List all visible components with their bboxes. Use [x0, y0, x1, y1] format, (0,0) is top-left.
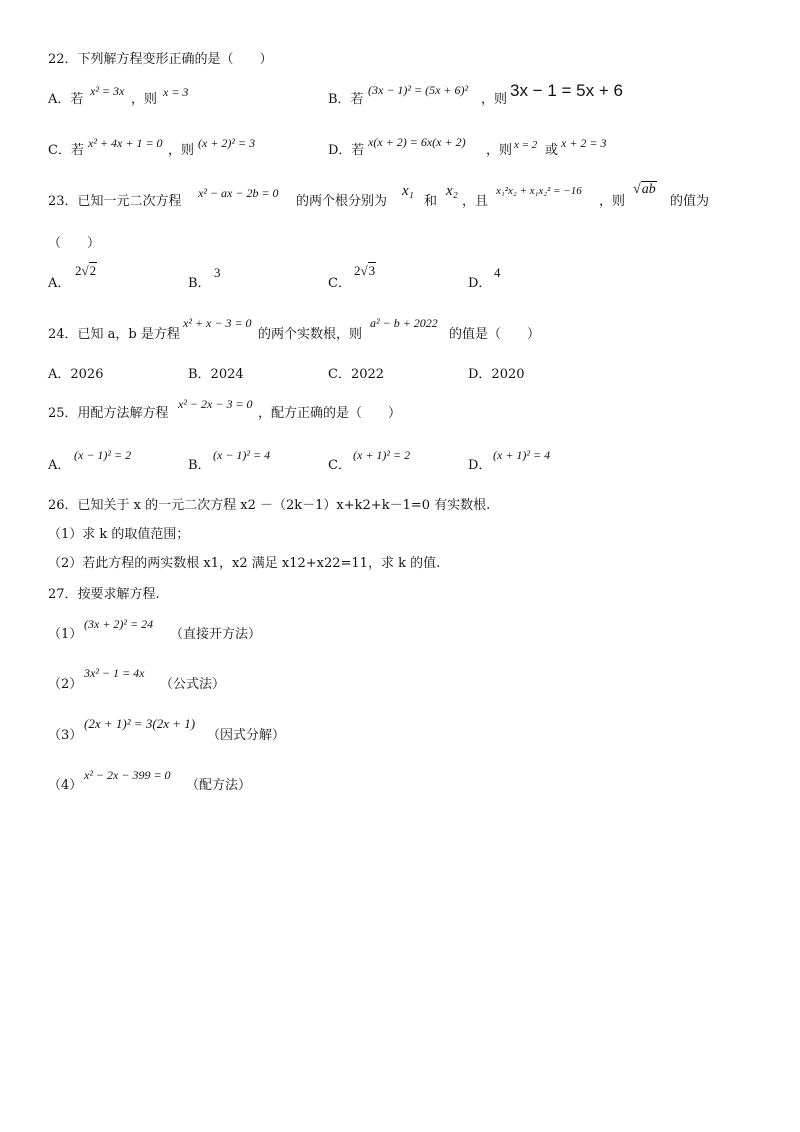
q27-part-3-label: （3） — [48, 728, 83, 743]
q22-option-c-result: (x + 2)² = 3 — [198, 136, 256, 150]
q27-part-2-method: （公式法） — [160, 677, 226, 692]
q26-stem: 26．已知关于 x 的一元二次方程 x2 －（2k－1）x+k2+k－1=0 有实数根. — [48, 498, 491, 513]
q25-option-c-label: C． — [328, 458, 351, 473]
q25-option-b-label: B． — [188, 458, 211, 473]
q27-part-4-label: （4） — [48, 778, 83, 793]
q23-root-x2: x₂ — [446, 183, 458, 199]
q22-option-a-label: A．若 — [48, 92, 84, 107]
q25-equation: x² − 2x − 3 = 0 — [178, 397, 253, 411]
q22-option-b-result: 3x − 1 = 5x + 6 — [510, 81, 623, 100]
q24-equation: x² + x − 3 = 0 — [183, 316, 252, 330]
q23-stem-5: 的值为 — [670, 194, 710, 209]
q27-part-4-equation: x² − 2x − 399 = 0 — [84, 768, 171, 782]
q27-part-1-equation: (3x + 2)² = 24 — [84, 617, 154, 631]
q23-sqrt-ab: √ab — [633, 182, 656, 197]
q22-option-d-result-1: x = 2 — [514, 139, 538, 151]
q23-stem-2: 的两个根分别为 — [296, 194, 388, 209]
q23-stem-4: ，则 — [599, 194, 626, 209]
q26-part-1: （1）求 k 的取值范围； — [48, 527, 190, 542]
q22-option-d-label: D．若 — [328, 143, 365, 158]
q23-condition: x₁²x₂ + x₁x₂² = −16 — [496, 185, 582, 197]
q25-option-a-label: A． — [48, 458, 71, 473]
q27-part-2-equation: 3x² − 1 = 4x — [84, 666, 145, 680]
q22-option-a-equation: x² = 3x — [90, 84, 125, 98]
q25-option-d-equation: (x + 1)² = 4 — [493, 448, 551, 462]
q25-option-d-label: D． — [468, 458, 492, 473]
q25-option-b-equation: (x − 1)² = 4 — [213, 448, 271, 462]
q23-option-a-coefficient: 2 — [75, 263, 82, 278]
q22-option-b-then: ，则 — [481, 92, 508, 107]
q25-stem-1: 25．用配方法解方程 — [48, 406, 169, 421]
q23-answer-paren: （ ） — [48, 236, 101, 251]
q27-part-4-method: （配方法） — [186, 778, 252, 793]
q23-equation: x² − ax − 2b = 0 — [198, 186, 279, 200]
q24-stem-3: 的值是（ ） — [449, 327, 541, 342]
q22-option-d-then: ，则 — [486, 143, 513, 158]
q23-option-b-label: B． — [188, 276, 211, 291]
q24-option-a: A．2026 — [48, 367, 104, 382]
q23-option-c-coefficient: 2 — [354, 263, 361, 278]
q22-option-b-equation: (3x − 1)² = (5x + 6)² — [368, 83, 469, 97]
q23-and: 和 — [424, 194, 438, 209]
q24-option-c: C．2022 — [328, 367, 385, 382]
q25-option-c-equation: (x + 1)² = 2 — [353, 448, 411, 462]
q22-option-c-then: ，则 — [168, 143, 195, 158]
q23-option-c-label: C． — [328, 276, 351, 291]
q27-part-1-label: （1） — [48, 627, 83, 642]
q22-option-d-equation: x(x + 2) = 6x(x + 2) — [368, 135, 466, 149]
q23-option-d-value: 4 — [494, 265, 501, 280]
q27-part-3-equation: (2x + 1)² = 3(2x + 1) — [84, 716, 196, 731]
q22-option-a-result: x = 3 — [163, 85, 189, 99]
q22-option-a-then: ，则 — [131, 92, 158, 107]
q24-option-d: D．2020 — [468, 367, 525, 382]
q27-part-2-label: （2） — [48, 677, 83, 692]
q23-option-c-value: 2√3 — [354, 263, 376, 278]
q23-root-x1: x₁ — [402, 183, 414, 199]
q22-option-d-or: 或 — [545, 143, 559, 158]
q24-expression: a² − b + 2022 — [370, 316, 438, 330]
q22-stem: 22．下列解方程变形正确的是（ ） — [48, 52, 273, 67]
q23-sqrt-ab-radicand: ab — [641, 182, 656, 197]
q23-stem-3: ，且 — [462, 194, 489, 209]
q27-part-3-method: （因式分解） — [207, 728, 286, 743]
q23-option-b-value: 3 — [214, 265, 221, 280]
q24-stem-2: 的两个实数根，则 — [258, 327, 363, 342]
q23-option-c-radicand: 3 — [368, 263, 376, 278]
q27-stem: 27．按要求解方程. — [48, 587, 160, 602]
q23-option-d-label: D． — [468, 276, 492, 291]
q27-part-1-method: （直接开方法） — [170, 627, 262, 642]
q22-option-c-equation: x² + 4x + 1 = 0 — [88, 136, 163, 150]
q22-option-c-label: C．若 — [48, 143, 84, 158]
q24-option-b: B．2024 — [188, 367, 244, 382]
q23-option-a-value: 2√2 — [75, 263, 97, 278]
q23-stem-1: 23．已知一元二次方程 — [48, 194, 182, 209]
q25-stem-2: ，配方正确的是（ ） — [258, 406, 402, 421]
q25-option-a-equation: (x − 1)² = 2 — [74, 448, 132, 462]
q23-option-a-radicand: 2 — [89, 263, 97, 278]
q26-part-2: （2）若此方程的两实数根 x1，x2 满足 x12+x22=11，求 k 的值. — [48, 556, 441, 571]
q23-option-a-label: A． — [48, 276, 71, 291]
q22-option-b-label: B．若 — [328, 92, 364, 107]
q24-stem-1: 24．已知 a，b 是方程 — [48, 327, 180, 342]
q22-option-d-result-2: x + 2 = 3 — [561, 136, 607, 150]
